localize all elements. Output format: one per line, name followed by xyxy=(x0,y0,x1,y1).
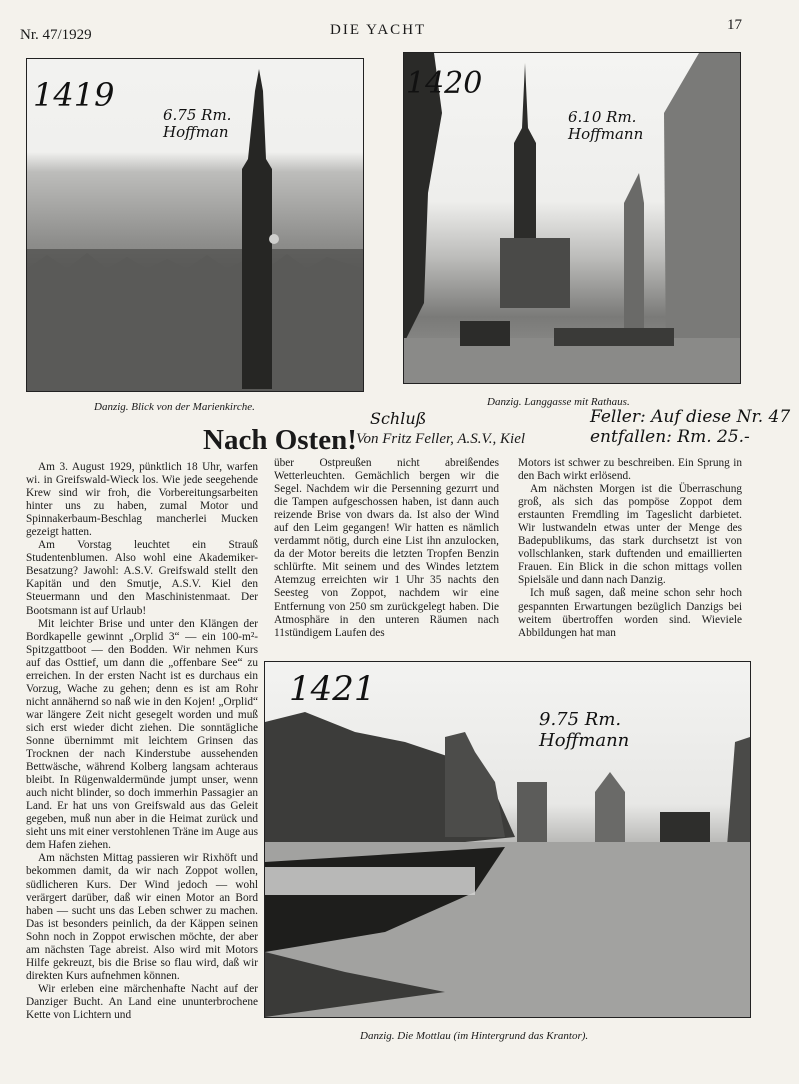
photo-1421-caption: Danzig. Die Mottlau (im Hintergrund das Krantor). xyxy=(360,1030,589,1042)
article-title: Nach Osten! xyxy=(203,424,357,456)
paragraph: Am nächsten Morgen ist die Überraschung groß, als sich das pompöse Zoppot dem erstaunten Fremdling im Tageslicht darbietet. Wir lustwandeln etwas unter der Menge des Badepublikums, das stark durchsetzt ist von vollschlanken, stark duftenden und emaillierten Frauen. Ein Blick in die schon mittags vollen Spielsäle und dann nach Danzig. xyxy=(518,483,742,587)
street-view-illustration xyxy=(404,53,740,383)
photo-1419-caption: Danzig. Blick von der Marienkirche. xyxy=(94,401,255,413)
paragraph: Ich muß sagen, daß meine schon sehr hoch gespannten Erwartungen bezüglich Danzigs bei weitem übertroffen worden sind. Wieviele Abbildungen hat man xyxy=(518,587,742,639)
photo-1420-caption: Danzig. Langgasse mit Rathaus. xyxy=(487,396,630,408)
photo-1420-number: 1420 xyxy=(406,66,483,101)
article-byline: Von Fritz Feller, A.S.V., Kiel xyxy=(356,431,526,447)
river-view-illustration xyxy=(265,662,750,1017)
issue-number: Nr. 47/1929 xyxy=(20,27,92,43)
photo-1419-price-note: 6.75 Rm. Hoffman xyxy=(163,106,232,142)
photo-1419-number: 1419 xyxy=(33,76,115,114)
photo-1421-price-note: 9.75 Rm. Hoffmann xyxy=(539,709,630,751)
page-number: 17 xyxy=(727,17,742,33)
paragraph: Am nächsten Mittag passieren wir Rixhöft und bekommen damit, da wir nach Zoppot wollen, südlicheren Kurs. Der Wind jedoch — wohl verärgert darüber, daß wir einen Motor an Bord haben — sucht uns das Leben schwer zu machen. Das ist besonders peinlich, da der Käppen seinen Sohn noch in Zoppot erwischen möchte, der aber am nächsten Tage abreist. Also wird mit Motors Hilfe gekreuzt, bis die Brise so flau wird, daß wir direkten Kurs aufnehmen können. xyxy=(26,852,258,982)
handwritten-margin-note: Feller: Auf diese Nr. 47 entfallen: Rm. 25.- xyxy=(590,407,791,447)
photo-1420 xyxy=(403,52,741,384)
article-column-3 xyxy=(518,457,742,641)
paragraph: Am 3. August 1929, pünktlich 18 Uhr, warfen wi. in Greifswald-Wieck los. Wie jede seegehende Krew sind wir froh, die Vorbereitungsarbeiten hinter uns zu haben, zumal Motor und Spinnakerbaum-Beschlag mancherlei Mucken gezeigt hatten. xyxy=(26,461,258,539)
article-column-2 xyxy=(274,457,499,641)
article-column-1 xyxy=(26,461,258,1048)
photo-1421-number: 1421 xyxy=(289,669,376,709)
photo-1420-price-note: 6.10 Rm. Hoffmann xyxy=(568,108,644,144)
paragraph: Am Vorstag leuchtet ein Strauß Studentenblumen. Also wohl eine Akademiker-Besatzung? Jawohl: A.S.V. Greifswald stellt den Kapitän und den Smutje, A.S.V. Kiel den Steuermann und den Maschinistenmaat. Der Bootsmann ist auf Urlaub! xyxy=(26,539,258,617)
paragraph: Motors ist schwer zu beschreiben. Ein Sprung in den Bach wirkt erlösend. xyxy=(518,457,742,483)
paragraph: Wir erleben eine märchenhafte Nacht auf der Danziger Bucht. An Land eine ununterbrochene Kette von Lichtern und xyxy=(26,982,258,1021)
paragraph: Mit leichter Brise und unter den Klängen der Bordkapelle gewinnt „Orplid 3“ — ein 100-m²-Spitzgattboot — den Bodden. Wir nehmen Kurs auf das Osttief, um dann die „offenbare See“ zu erreichen. In der ersten Nacht ist es durchaus ein Vorzug, Wache zu gehen; denn es ist am Rohr nicht annähernd so naß wie in den Kojen! „Orplid“ war längere Zeit nicht gesegelt worden und muß sich erst wieder dicht ziehen. Die sonntägliche Sonne übernimmt mit leichtem Grinsen das Trocknen der nach Kinderstube aussehenden Bettwäsche, während Kolberg langsam achteraus bleibt. In Rügenwaldermünde jumpt unser, wenn auch nicht blinder, so doch immerhin Passagier an Land. Er hat uns von Greifswald aus das Geleit gegeben, muß nun aber in die Heimat zurück und sieht uns mit einer verstohlenen Träne im Auge aus dem Hafen ziehen. xyxy=(26,617,258,852)
photo-1419 xyxy=(26,58,364,392)
handwritten-title-note: Schluß xyxy=(370,409,427,428)
paragraph: über Ostpreußen nicht abreißendes Wetterleuchten. Gemächlich bergen wir die Segel. Nachdem wir die Persenning gezurrt und die Tampen aufgeschossen haben, ist dann auch reizende Brise von dwars da. Ist also der Wind auf den Leim gegangen! Wir hatten es nämlich verdammt nötig, durch eine List ihn anzulocken, da der Motor bereits die letzten Tropfen Benzin schlürfte. Mit seinem und des Windes letztem Atemzug erreichten wir 1 Uhr 35 nachts den Seesteg von Zoppot, nachdem wir eine Entfernung von 250 sm zurückgelegt haben. Die Atmosphäre in den unteren Räumen nach 11stündigem Laufen des xyxy=(274,457,499,639)
magazine-title: DIE YACHT xyxy=(330,22,427,38)
photo-1421 xyxy=(264,661,751,1018)
